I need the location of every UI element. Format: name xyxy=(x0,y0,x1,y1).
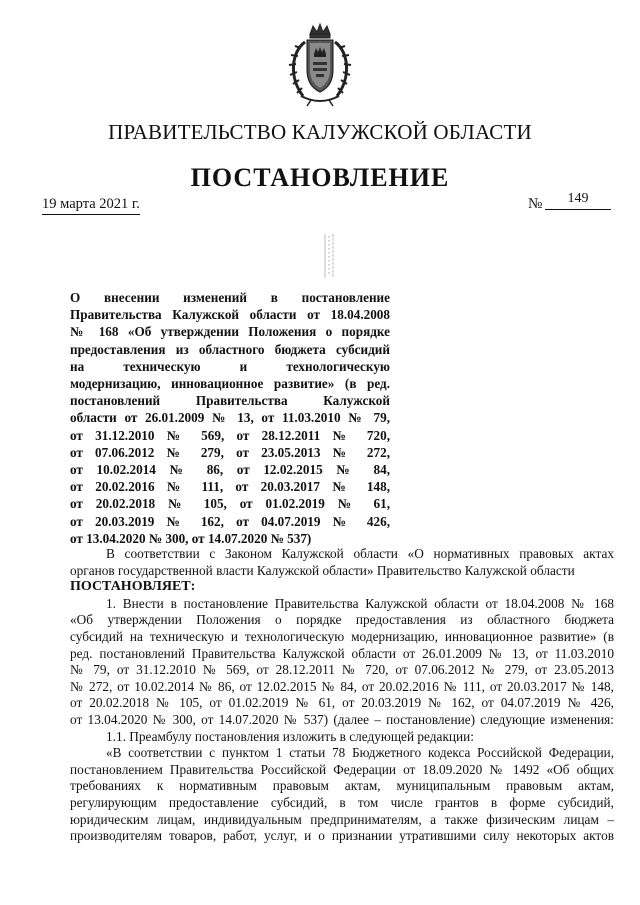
item-1-line: № 79, от 31.12.2010 № 569, от 28.12.2011 № 720, от 07.06.2012 № 279, от 23.05.2013 xyxy=(70,662,614,678)
item-1-line: от 13.04.2020 № 300, от 14.07.2020 № 537) (далее – постановление) следующие изменения: xyxy=(70,711,614,727)
registration-stamp-mark xyxy=(322,232,336,280)
subject-line: Правительства Калужской области от 18.04.2008 xyxy=(70,307,390,323)
item-1-line: субсидий на техническую и технологическую модернизацию, инновационное развитие» (в xyxy=(70,628,614,644)
subject-line: от 13.04.2020 № 300, от 14.07.2020 № 537) xyxy=(70,530,312,546)
document-body xyxy=(70,546,614,845)
subject-line: от 10.02.2014 № 86, от 12.02.2015 № 84, xyxy=(70,462,390,478)
document-type-title: ПОСТАНОВЛЕНИЕ xyxy=(190,163,450,192)
item-1-line: 1. Внести в постановление Правительства Калужской области от 18.04.2008 № 168 xyxy=(106,595,614,611)
item-1-1-line: 1.1. Преамбулу постановления изложить в следующей редакции: xyxy=(106,728,474,744)
quote-line: юридическим лицам, индивидуальным предпринимателям, а также физическим лицам – xyxy=(70,811,614,827)
item-1-line: от 20.02.2018 № 105, от 01.02.2019 № 61, от 20.03.2019 № 162, от 04.07.2019 № 426, xyxy=(70,695,614,711)
subject-line: О внесении изменений в постановление xyxy=(70,290,390,305)
item-1-1-paragraph xyxy=(70,729,614,746)
subject-line: постановлений Правительства Калужской xyxy=(70,393,390,409)
quote-line: требованиях к нормативным правовым актам, муниципальным правовым актам, xyxy=(70,778,614,794)
quote-line: производителям товаров, работ, услуг, и о признании утратившими силу некоторых актов xyxy=(70,828,614,844)
document-date: 19 марта 2021 г. xyxy=(42,196,140,215)
preamble-line: В соответствии с Законом Калужской области «О нормативных правовых актах xyxy=(106,546,614,561)
subject-line: предоставления из областного бюджета субсидий xyxy=(70,341,390,357)
document-subject xyxy=(70,289,390,547)
subject-line: от 20.02.2016 № 111, от 20.03.2017 № 148, xyxy=(70,479,390,495)
quote-line: «В соответствии с пунктом 1 статьи 78 Бюджетного кодекса Российской Федерации, xyxy=(106,745,614,761)
quoted-preamble-paragraph xyxy=(70,745,614,845)
subject-line: от 20.03.2019 № 162, от 04.07.2019 № 426, xyxy=(70,513,390,529)
item-1-line: ред. постановлений Правительства Калужской области от 26.01.2009 № 13, от 11.03.2010 xyxy=(70,645,614,661)
resolve-heading: ПОСТАНОВЛЯЕТ: xyxy=(70,579,196,595)
preamble-paragraph xyxy=(70,546,614,579)
number-label: № xyxy=(528,196,543,212)
item-1-line: «Об утверждении Положения о порядке предоставления из областного бюджета xyxy=(70,612,614,628)
subject-line: № 168 «Об утверждении Положения о порядке xyxy=(70,324,390,340)
subject-line: области от 26.01.2009 № 13, от 11.03.2010 № 79, xyxy=(70,410,390,426)
subject-line: от 31.12.2010 № 569, от 28.12.2011 № 720, xyxy=(70,427,390,443)
subject-line: от 07.06.2012 № 279, от 23.05.2013 № 272, xyxy=(70,444,390,460)
subject-line: модернизацию, инновационное развитие» (в ред. xyxy=(70,376,390,392)
quote-line: регулирующим предоставление субсидий, в том числе грантов в форме субсидий, xyxy=(70,794,614,810)
preamble-line: органов государственной власти Калужской области» Правительство Калужской области xyxy=(70,562,575,578)
government-name: ПРАВИТЕЛЬСТВО КАЛУЖСКОЙ ОБЛАСТИ xyxy=(108,120,532,144)
quote-line: постановлением Правительства Российской Федерации от 18.09.2020 № 1492 «Об общих xyxy=(70,761,614,777)
subject-line: от 20.02.2018 № 105, от 01.02.2019 № 61, xyxy=(70,496,390,512)
item-1-paragraph xyxy=(70,596,614,729)
subject-line: на техническую и технологическую xyxy=(70,358,390,374)
item-1-line: № 272, от 10.02.2014 № 86, от 12.02.2015 № 84, от 20.02.2016 № 111, от 20.03.2017 № 148, xyxy=(70,678,614,694)
coat-of-arms-emblem xyxy=(283,20,357,108)
document-number: 149 xyxy=(545,191,611,210)
